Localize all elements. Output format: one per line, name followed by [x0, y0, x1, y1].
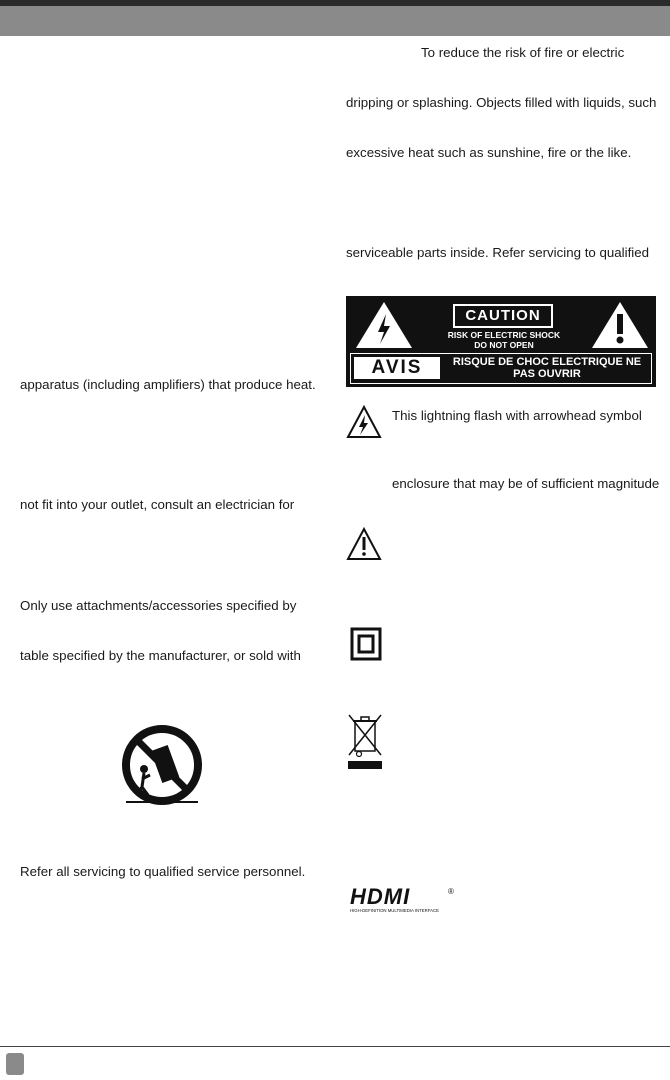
hdmi-registered-mark: ®: [448, 887, 454, 896]
right-text-lightning: This lightning flash with arrowhead symbol: [392, 408, 642, 423]
left-text-attachments: Only use attachments/accessories specified by: [20, 598, 297, 613]
double-insulation-icon: [350, 627, 382, 661]
hdmi-logo: [350, 885, 460, 915]
right-text-excessive: excessive heat such as sunshine, fire or the like.: [346, 145, 632, 160]
page-number-tab: [6, 1053, 24, 1075]
avis-text: [447, 356, 647, 380]
caution-exclamation-triangle-icon: [590, 300, 650, 350]
section-header-bar: [0, 6, 670, 36]
left-text-outlet: not fit into your outlet, consult an electrician for: [20, 497, 295, 512]
avis-line1: RISQUE DE CHOC ELECTRIQUE NE: [452, 356, 642, 368]
footer-rule: [0, 1046, 670, 1047]
caution-title: CAUTION: [453, 304, 553, 328]
avis-line2: PAS OUVRIR: [513, 368, 581, 380]
exclamation-triangle-icon: [346, 527, 382, 561]
caution-lightning-triangle-icon: [354, 300, 414, 350]
right-text-dripping: dripping or splashing. Objects filled with liquids, such: [346, 95, 657, 110]
right-text-enclosure: enclosure that may be of sufficient magnitude: [392, 476, 660, 491]
avis-title: AVIS: [354, 357, 440, 379]
weee-crossed-bin-icon: [345, 713, 385, 771]
right-text-fire: To reduce the risk of fire or electric: [421, 45, 625, 60]
left-text-table: table specified by the manufacturer, or sold with: [20, 648, 301, 663]
caution-risk-line2: DO NOT OPEN: [474, 340, 534, 350]
caution-risk-text: [424, 330, 584, 350]
left-text-servicing: Refer all servicing to qualified service personnel.: [20, 864, 306, 879]
lightning-triangle-icon: [346, 405, 382, 439]
caution-label: [346, 296, 656, 387]
right-text-serviceable: serviceable parts inside. Refer servicing to qualified: [346, 245, 650, 260]
no-cart-tipover-icon: [122, 725, 204, 807]
caution-risk-line1: RISK OF ELECTRIC SHOCK: [447, 330, 561, 340]
hdmi-tagline: HIGH-DEFINITION MULTIMEDIA INTERFACE: [350, 908, 439, 913]
avis-strip: [350, 353, 652, 384]
hdmi-wordmark: HDMI: [350, 885, 411, 909]
left-text-heat: apparatus (including amplifiers) that produce heat.: [20, 377, 316, 392]
